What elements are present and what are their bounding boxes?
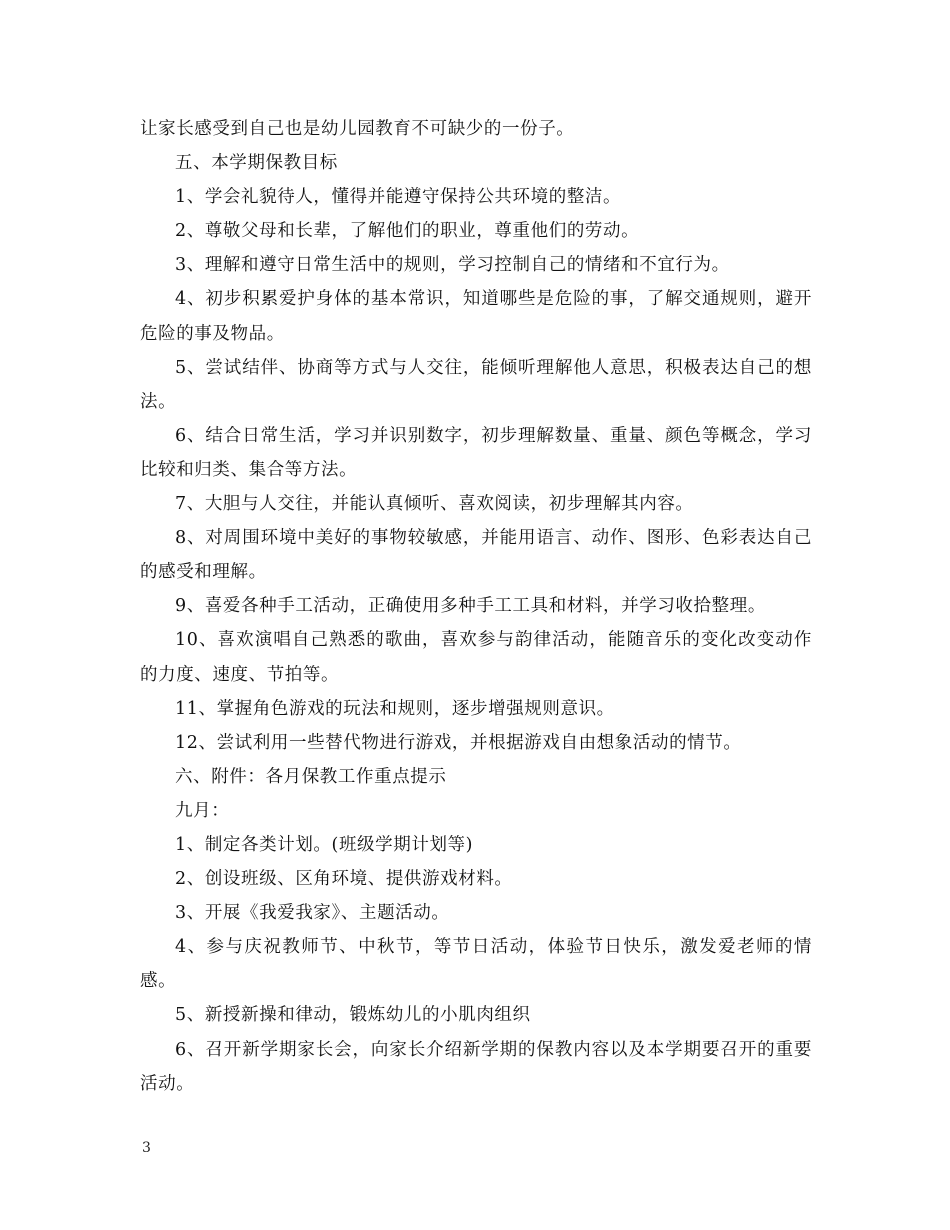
list-item: 12、尝试利用一些替代物进行游戏，并根据游戏自由想象活动的情节。 xyxy=(175,732,742,753)
section-heading: 六、附件：各月保教工作重点提示 xyxy=(175,766,447,787)
list-item: 5、尝试结伴、协商等方式与人交往，能倾听理解他人意思，积极表达自己的想法。 xyxy=(140,357,812,412)
list-item: 1、学会礼貌待人，懂得并能遵守保持公共环境的整洁。 xyxy=(175,187,622,208)
list-item: 10、喜欢演唱自己熟悉的歌曲，喜欢参与韵律活动，能随音乐的变化改变动作的力度、速度、节拍等。 xyxy=(140,630,812,685)
list-item: 3、开展《我爱我家》、主题活动。 xyxy=(175,903,450,924)
list-item: 4、参与庆祝教师节、中秋节，等节日活动，体验节日快乐，激发爱老师的情感。 xyxy=(140,937,812,992)
list-item: 7、大胆与人交往，并能认真倾听、喜欢阅读，初步理解其内容。 xyxy=(175,494,694,515)
list-item: 4、初步积累爱护身体的基本常识，知道哪些是危险的事，了解交通规则，避开危险的事及物品。 xyxy=(140,289,812,344)
page-number: 3 xyxy=(142,1140,151,1156)
list-item: 8、对周围环境中美好的事物较敏感，并能用语言、动作、图形、色彩表达自己的感受和理解。 xyxy=(140,528,812,583)
section-heading: 五、本学期保教目标 xyxy=(175,153,338,174)
list-item: 11、掌握角色游戏的玩法和规则，逐步增强规则意识。 xyxy=(175,698,615,719)
document-body xyxy=(140,112,812,1101)
list-item: 2、创设班级、区角环境、提供游戏材料。 xyxy=(175,869,513,890)
list-item: 5、新授新操和律动，锻炼幼儿的小肌肉组织 xyxy=(175,1005,531,1026)
paragraph: 让家长感受到自己也是幼儿园教育不可缺少的一份子。 xyxy=(140,119,575,139)
list-item: 9、喜爱各种手工活动，正确使用多种手工工具和材料，并学习收拾整理。 xyxy=(175,596,766,617)
list-item: 6、召开新学期家长会，向家长介绍新学期的保教内容以及本学期要召开的重要活动。 xyxy=(140,1039,812,1094)
list-item: 3、理解和遵守日常生活中的规则，学习控制自己的情绪和不宜行为。 xyxy=(175,255,730,276)
list-item: 1、制定各类计划。(班级学期计划等) xyxy=(175,834,474,855)
list-item: 6、结合日常生活，学习并识别数字，初步理解数量、重量、颜色等概念，学习比较和归类、集合等方法。 xyxy=(140,425,812,480)
month-heading: 九月： xyxy=(175,800,230,821)
list-item: 2、尊敬父母和长辈，了解他们的职业，尊重他们的劳动。 xyxy=(175,221,640,242)
